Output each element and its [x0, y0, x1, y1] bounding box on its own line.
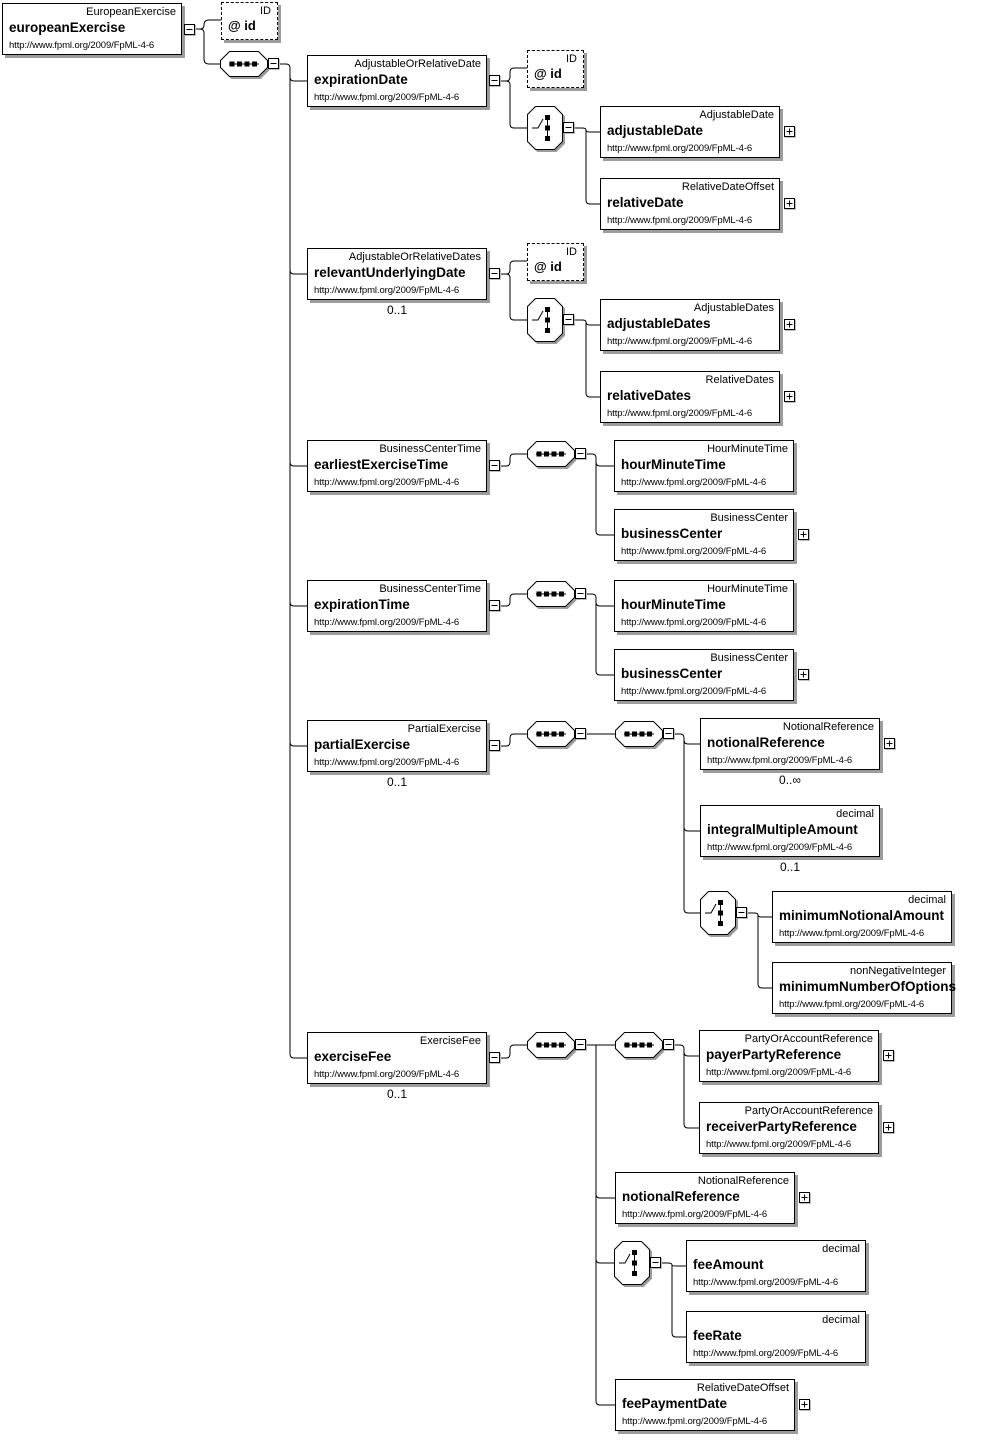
- namespace-url: http://www.fpml.org/2009/FpML-4-6: [707, 755, 853, 766]
- element-name: integralMultipleAmount: [707, 822, 858, 837]
- namespace-url: http://www.fpml.org/2009/FpML-4-6: [706, 1139, 852, 1150]
- type-label: PartialExercise: [407, 723, 481, 735]
- element-name: feeAmount: [693, 1257, 764, 1272]
- element-name: businessCenter: [621, 666, 723, 681]
- element-payerPartyReference[interactable]: [699, 1030, 879, 1082]
- element-name: feePaymentDate: [622, 1396, 728, 1411]
- type-label: AdjustableOrRelativeDates: [348, 251, 481, 263]
- element-adjustableDate[interactable]: [600, 106, 780, 158]
- element-exerciseFee[interactable]: [307, 1032, 487, 1084]
- collapse-button[interactable]: [663, 728, 674, 739]
- element-businessCenter[interactable]: [614, 649, 794, 701]
- element-name: relativeDate: [607, 195, 684, 210]
- element-name: feeRate: [693, 1328, 742, 1343]
- element-feePaymentDate[interactable]: [615, 1379, 795, 1431]
- element-name: notionalReference: [622, 1189, 740, 1204]
- namespace-url: http://www.fpml.org/2009/FpML-4-6: [621, 546, 767, 557]
- element-name: hourMinuteTime: [621, 597, 726, 612]
- element-minimumNotionalAmount[interactable]: [772, 891, 952, 943]
- namespace-url: http://www.fpml.org/2009/FpML-4-6: [621, 686, 767, 697]
- cardinality-label: 0..1: [386, 1087, 407, 1101]
- namespace-url: http://www.fpml.org/2009/FpML-4-6: [779, 928, 925, 939]
- sequence-icon: [615, 721, 663, 747]
- element-integralMultipleAmount[interactable]: [700, 805, 880, 857]
- collapse-button[interactable]: [489, 1052, 500, 1063]
- namespace-url: http://www.fpml.org/2009/FpML-4-6: [314, 617, 460, 628]
- namespace-url: http://www.fpml.org/2009/FpML-4-6: [621, 617, 767, 628]
- expand-button[interactable]: [784, 319, 795, 330]
- cardinality-label: 0..1: [779, 860, 800, 874]
- element-name: receiverPartyReference: [706, 1119, 857, 1134]
- cardinality-label: 0..∞: [779, 773, 801, 787]
- expand-button[interactable]: [784, 126, 795, 137]
- element-relativeDates[interactable]: [600, 371, 780, 423]
- namespace-url: http://www.fpml.org/2009/FpML-4-6: [693, 1348, 839, 1359]
- sequence-icon: [527, 721, 575, 747]
- sequence-icon: [527, 1032, 575, 1058]
- element-name: earliestExerciseTime: [314, 457, 449, 472]
- namespace-url: http://www.fpml.org/2009/FpML-4-6: [314, 757, 460, 768]
- type-label: PartyOrAccountReference: [744, 1105, 873, 1117]
- element-hourMinuteTime[interactable]: [614, 580, 794, 632]
- expand-button[interactable]: [883, 1050, 894, 1061]
- element-adjustableDates[interactable]: [600, 299, 780, 351]
- type-label: NotionalReference: [697, 1175, 789, 1187]
- element-expirationDate[interactable]: [307, 55, 487, 107]
- namespace-url: http://www.fpml.org/2009/FpML-4-6: [607, 143, 753, 154]
- expand-button[interactable]: [883, 1122, 894, 1133]
- type-label: decimal: [908, 894, 946, 906]
- element-relevantUnderlyingDate[interactable]: [307, 248, 487, 300]
- collapse-button[interactable]: [489, 600, 500, 611]
- expand-button[interactable]: [798, 529, 809, 540]
- element-notionalReference[interactable]: [615, 1172, 795, 1224]
- type-label: EuropeanExercise: [86, 6, 176, 18]
- element-hourMinuteTime[interactable]: [614, 440, 794, 492]
- type-label: NotionalReference: [782, 721, 874, 733]
- type-label: AdjustableDates: [693, 302, 774, 314]
- collapse-button[interactable]: [575, 588, 586, 599]
- element-feeAmount[interactable]: [686, 1240, 866, 1292]
- sequence-icon: [527, 441, 575, 467]
- element-notionalReference[interactable]: [700, 718, 880, 770]
- expand-button[interactable]: [799, 1399, 810, 1410]
- namespace-url: http://www.fpml.org/2009/FpML-4-6: [621, 477, 767, 488]
- attribute-id[interactable]: [527, 243, 584, 281]
- namespace-url: http://www.fpml.org/2009/FpML-4-6: [706, 1067, 852, 1078]
- expand-button[interactable]: [798, 669, 809, 680]
- namespace-url: http://www.fpml.org/2009/FpML-4-6: [9, 40, 155, 51]
- namespace-url: http://www.fpml.org/2009/FpML-4-6: [314, 477, 460, 488]
- expand-button[interactable]: [884, 738, 895, 749]
- element-relativeDate[interactable]: [600, 178, 780, 230]
- type-label: BusinessCenterTime: [379, 583, 481, 595]
- collapse-button[interactable]: [184, 24, 195, 35]
- namespace-url: http://www.fpml.org/2009/FpML-4-6: [779, 999, 925, 1010]
- collapse-button[interactable]: [489, 460, 500, 471]
- element-name: payerPartyReference: [706, 1047, 842, 1062]
- element-partialExercise[interactable]: [307, 720, 487, 772]
- collapse-button[interactable]: [736, 907, 747, 918]
- type-label: decimal: [822, 1314, 860, 1326]
- namespace-url: http://www.fpml.org/2009/FpML-4-6: [707, 842, 853, 853]
- type-label: AdjustableDate: [699, 109, 774, 121]
- attribute-id[interactable]: [221, 2, 278, 40]
- choice-icon: [614, 1241, 650, 1285]
- namespace-url: http://www.fpml.org/2009/FpML-4-6: [314, 92, 460, 103]
- namespace-url: http://www.fpml.org/2009/FpML-4-6: [622, 1416, 768, 1427]
- attribute-name: @ id: [534, 66, 562, 81]
- type-label: RelativeDates: [705, 374, 774, 386]
- collapse-button[interactable]: [575, 728, 586, 739]
- element-europeanExercise[interactable]: [2, 3, 182, 55]
- namespace-url: http://www.fpml.org/2009/FpML-4-6: [693, 1277, 839, 1288]
- type-label: BusinessCenterTime: [379, 443, 481, 455]
- type-label: PartyOrAccountReference: [744, 1033, 873, 1045]
- element-earliestExerciseTime[interactable]: [307, 440, 487, 492]
- choice-icon: [700, 891, 736, 935]
- collapse-button[interactable]: [489, 75, 500, 86]
- element-name: adjustableDates: [607, 316, 711, 331]
- element-name: relativeDates: [607, 388, 692, 403]
- type-label: RelativeDateOffset: [681, 181, 774, 193]
- collapse-button[interactable]: [563, 314, 574, 325]
- collapse-button[interactable]: [563, 122, 574, 133]
- expand-button[interactable]: [799, 1192, 810, 1203]
- type-label: HourMinuteTime: [707, 583, 788, 595]
- cardinality-label: 0..1: [386, 303, 407, 317]
- element-name: businessCenter: [621, 526, 723, 541]
- element-name: europeanExercise: [9, 20, 126, 35]
- namespace-url: http://www.fpml.org/2009/FpML-4-6: [622, 1209, 768, 1220]
- type-label: RelativeDateOffset: [696, 1382, 789, 1394]
- sequence-icon: [220, 51, 268, 77]
- type-label: ID: [566, 53, 577, 65]
- element-name: expirationTime: [314, 597, 410, 612]
- element-feeRate[interactable]: [686, 1311, 866, 1363]
- collapse-button[interactable]: [489, 740, 500, 751]
- attribute-name: @ id: [534, 259, 562, 274]
- type-label: BusinessCenter: [710, 512, 788, 524]
- cardinality-label: 0..1: [386, 775, 407, 789]
- choice-icon: [527, 298, 563, 342]
- namespace-url: http://www.fpml.org/2009/FpML-4-6: [607, 408, 753, 419]
- namespace-url: http://www.fpml.org/2009/FpML-4-6: [607, 215, 753, 226]
- element-name: notionalReference: [707, 735, 825, 750]
- collapse-button[interactable]: [575, 448, 586, 459]
- element-name: adjustableDate: [607, 123, 704, 138]
- expand-button[interactable]: [784, 391, 795, 402]
- collapse-button[interactable]: [650, 1257, 661, 1268]
- element-name: minimumNumberOfOptions: [779, 979, 957, 994]
- namespace-url: http://www.fpml.org/2009/FpML-4-6: [607, 336, 753, 347]
- type-label: ExerciseFee: [419, 1035, 481, 1047]
- element-expirationTime[interactable]: [307, 580, 487, 632]
- type-label: decimal: [836, 808, 874, 820]
- element-name: relevantUnderlyingDate: [314, 265, 466, 280]
- collapse-button[interactable]: [575, 1039, 586, 1050]
- type-label: decimal: [822, 1243, 860, 1255]
- attribute-id[interactable]: [527, 50, 584, 88]
- collapse-button[interactable]: [489, 268, 500, 279]
- type-label: AdjustableOrRelativeDate: [354, 58, 481, 70]
- type-label: BusinessCenter: [710, 652, 788, 664]
- collapse-button[interactable]: [663, 1039, 674, 1050]
- collapse-button[interactable]: [268, 58, 279, 69]
- sequence-icon: [615, 1032, 663, 1058]
- expand-button[interactable]: [784, 198, 795, 209]
- element-minimumNumberOfOptions[interactable]: [772, 962, 957, 1014]
- element-name: hourMinuteTime: [621, 457, 726, 472]
- namespace-url: http://www.fpml.org/2009/FpML-4-6: [314, 285, 460, 296]
- attribute-name: @ id: [228, 18, 256, 33]
- type-label: ID: [260, 5, 271, 17]
- type-label: nonNegativeInteger: [849, 965, 946, 977]
- element-businessCenter[interactable]: [614, 509, 794, 561]
- sequence-icon: [527, 581, 575, 607]
- choice-icon: [527, 106, 563, 150]
- element-name: partialExercise: [314, 737, 411, 752]
- element-receiverPartyReference[interactable]: [699, 1102, 879, 1154]
- namespace-url: http://www.fpml.org/2009/FpML-4-6: [314, 1069, 460, 1080]
- element-name: exerciseFee: [314, 1049, 392, 1064]
- element-name: minimumNotionalAmount: [779, 908, 944, 923]
- type-label: HourMinuteTime: [707, 443, 788, 455]
- type-label: ID: [566, 246, 577, 258]
- element-name: expirationDate: [314, 72, 408, 87]
